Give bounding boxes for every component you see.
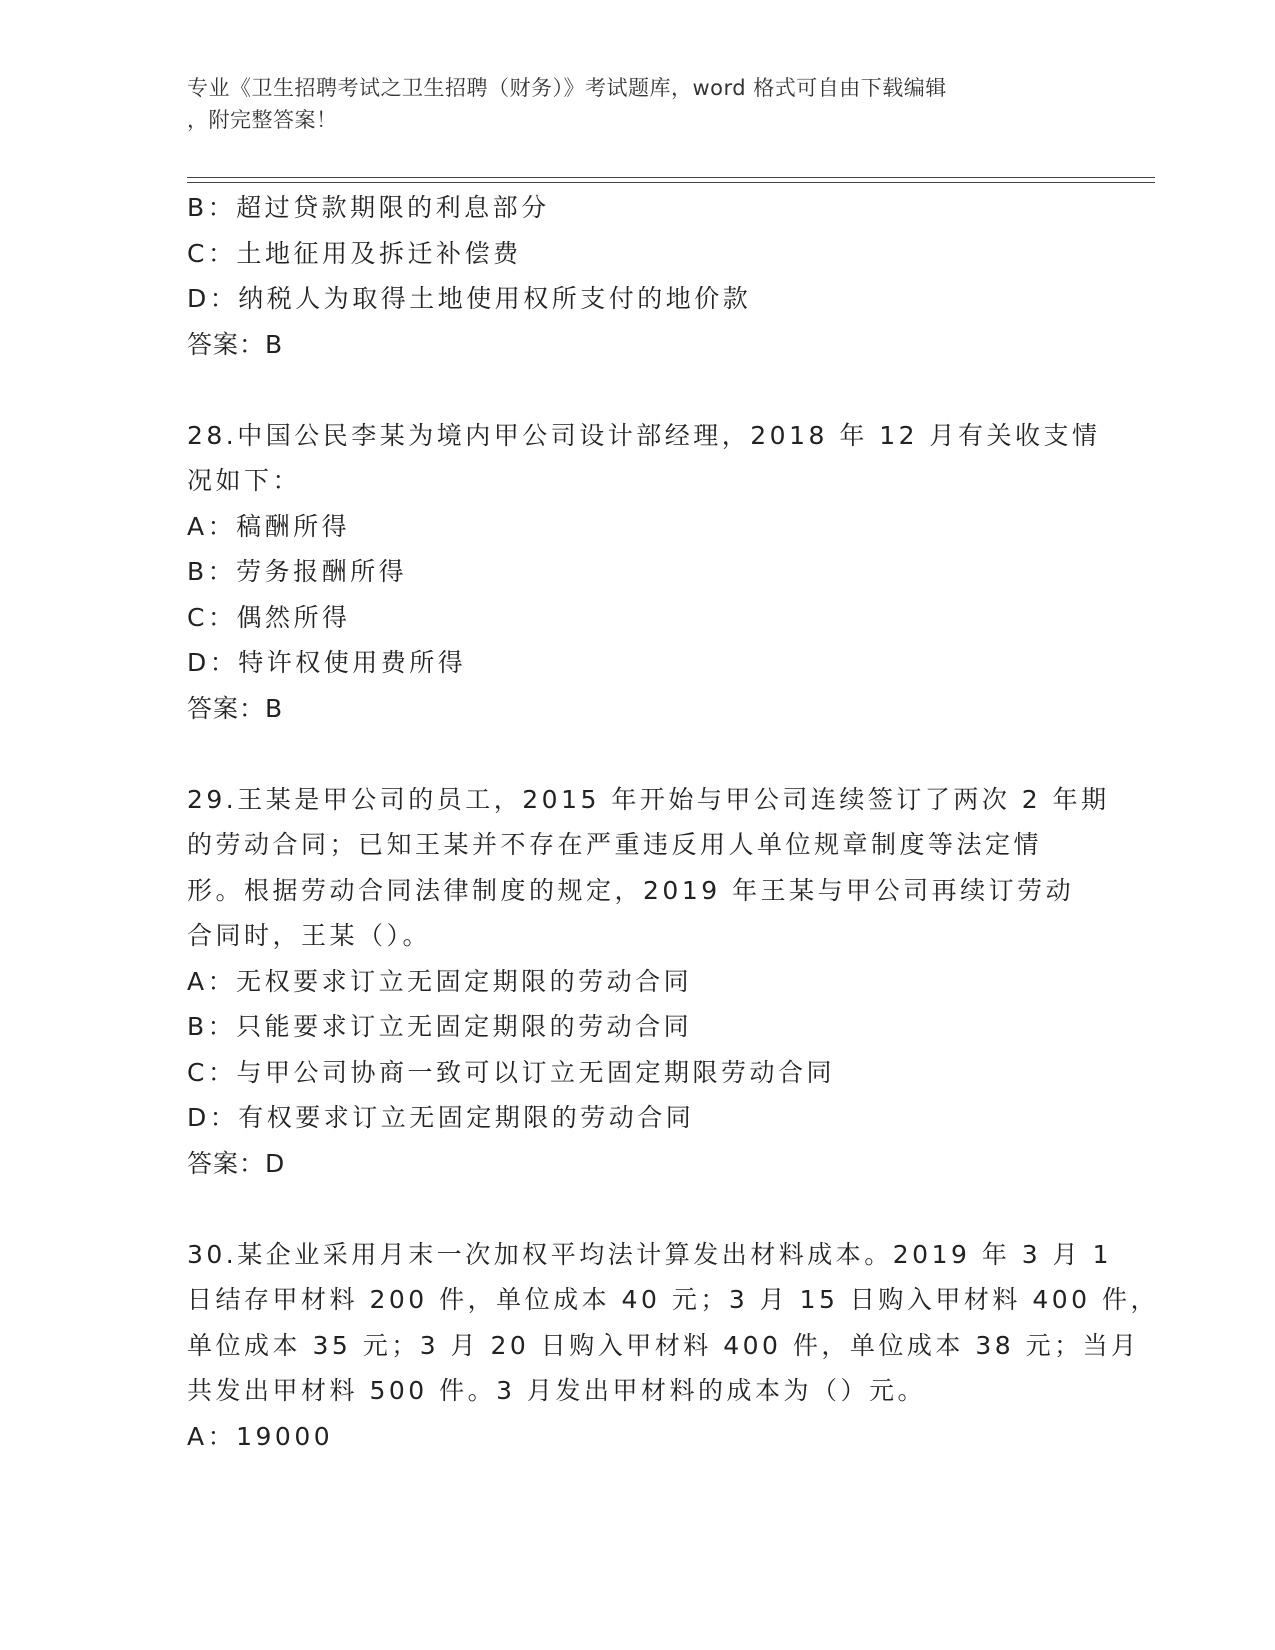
option-b: B：超过贷款期限的利息部分 [187, 193, 550, 222]
question-stem-line: 单位成本 35 元；3 月 20 日购入甲材料 400 件，单位成本 38 元；当月 [187, 1330, 1140, 1360]
answer: 答案：D [187, 1148, 286, 1178]
option-a: A：19000 [187, 1421, 334, 1451]
answer: 答案：B [187, 329, 284, 359]
question-stem-line: 况如下： [187, 466, 302, 495]
option-a: A：无权要求订立无固定期限的劳动合同 [187, 966, 693, 996]
spacer [187, 731, 1087, 777]
option-c: C：与甲公司协商一致可以订立无固定期限劳动合同 [187, 1057, 835, 1087]
document-header [187, 72, 1077, 136]
option-c: C：偶然所得 [187, 602, 351, 632]
option-d: D：特许权使用费所得 [187, 648, 467, 677]
header-line-2: ，附完整答案！ [187, 108, 338, 132]
question-stem-line: 30.某企业采用月末一次加权平均法计算发出材料成本。2019 年 3 月 1 [187, 1239, 1112, 1269]
option-d: D：纳税人为取得土地使用权所支付的地价款 [187, 284, 752, 313]
question-stem-line: 的劳动合同；已知王某并不存在严重违反用人单位规章制度等法定情 [187, 830, 1043, 859]
option-b: B：劳务报酬所得 [187, 557, 408, 586]
question-30 [187, 1232, 1159, 1460]
question-stem-line: 日结存甲材料 200 件，单位成本 40 元；3 月 15 日购入甲材料 400 件， [187, 1285, 1159, 1314]
question-stem-line: 29.王某是甲公司的员工，2015 年开始与甲公司连续签订了两次 2 年期 [187, 784, 1110, 814]
spacer [187, 367, 1087, 413]
option-b: B：只能要求订立无固定期限的劳动合同 [187, 1012, 693, 1041]
option-c: C：土地征用及拆迁补偿费 [187, 238, 522, 268]
option-a: A：稿酬所得 [187, 511, 351, 541]
spacer [187, 1186, 1087, 1232]
option-d: D：有权要求订立无固定期限的劳动合同 [187, 1103, 695, 1132]
question-29 [187, 777, 1110, 1187]
question-list [187, 185, 1159, 1459]
question-stem-line: 形。根据劳动合同法律制度的规定，2019 年王某与甲公司再续订劳动 [187, 875, 1075, 905]
question-stem-line: 合同时，王某（）。 [187, 921, 432, 950]
header-line-1: 专业《卫生招聘考试之卫生招聘（财务）》考试题库，word 格式可自由下载编辑 [187, 76, 947, 100]
header-divider [187, 177, 1155, 183]
question-stem-line: 共发出甲材料 500 件。3 月发出甲材料的成本为（）元。 [187, 1376, 926, 1405]
question-stem-line: 28.中国公民李某为境内甲公司设计部经理，2018 年 12 月有关收支情 [187, 420, 1101, 450]
answer: 答案：B [187, 693, 284, 723]
question-28 [187, 413, 1101, 732]
question-27 [187, 185, 1087, 367]
